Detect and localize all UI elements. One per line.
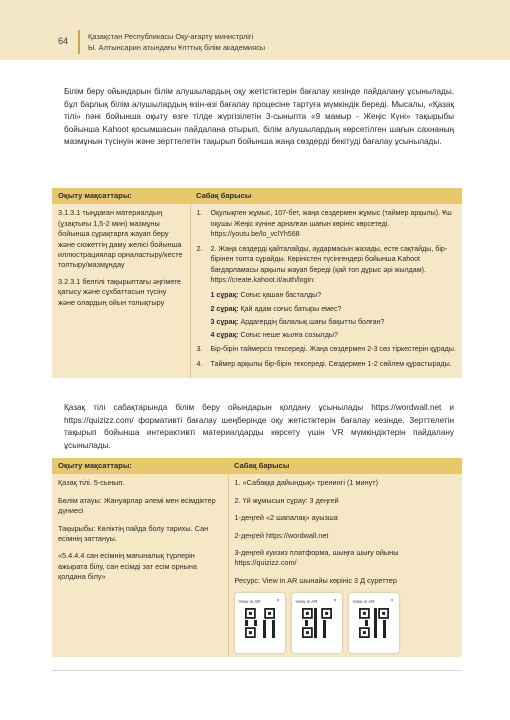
quiz-question [211, 330, 457, 340]
header-divider [78, 30, 80, 54]
close-icon: × [276, 598, 280, 605]
ar-card-label: View in AR [238, 599, 261, 605]
ar-card [349, 593, 399, 653]
table2-header-objectives: Оқыту мақсаттары: [52, 458, 228, 474]
process-item: Ресурс: View in AR шынайы көрініс 3 Д суреттер [234, 575, 397, 585]
question-label: 2 сұрақ: [210, 304, 239, 313]
step-item [197, 208, 457, 239]
lesson-info: Тақырыбы: Көліктің пайда болу тарихы. Сан есімнің заттануы. [58, 523, 209, 543]
step-text: Таймер арқылы бір-бірін тексереді. Сөздермен 1-2 сөйлем құрастырады. [210, 359, 452, 368]
qr-code-icon [245, 608, 275, 638]
question-text: Соғыс қашан басталды? [240, 291, 322, 300]
close-icon: × [333, 598, 337, 605]
table1-process-cell [190, 204, 462, 378]
ar-card-label: View in AR [352, 599, 375, 605]
lesson-table-1 [52, 188, 462, 378]
ar-cards [235, 593, 457, 653]
steps-list [197, 208, 457, 285]
lesson-table-2 [52, 458, 462, 657]
page-number: 64 [58, 36, 69, 46]
qr-code-icon [359, 608, 389, 638]
steps-list [197, 344, 457, 370]
ar-card-label: View in AR [295, 599, 318, 605]
page-header [0, 0, 510, 72]
lesson-info: «5.4.4.4 сан есімнің мағыналық түрлерін ажырата білу, сан есімді зат есім орнына қолдана білу» [58, 551, 197, 582]
step-text: 2. Жаңа сөздерді қайталайды, аудармасын жазады, есте сақтайды, бір-бірінен топта сұрайды. Көріністен түсінгендері бойынша Kahoot бағдарламасы арқылы жауап береді (қай топ дұрыс әрі жылдам). https://create.kahoot.it/auth/login: [210, 245, 448, 285]
step-number: 3. [196, 344, 203, 353]
qr-code-icon [302, 608, 332, 638]
step-number: 1. [196, 209, 203, 218]
process-item: 1-деңгей «2 шапалақ» ауызша [234, 513, 338, 523]
intro-paragraph: Білім беру ойындарын білім алушылардың оқу жетістіктерін бағалау кезінде пайдалану ұсынылады, бұл барлық білім алушылардың өзін-өзі бағалау процесіне тартуға мүмкіндік береді. Мысалы, «Қазақ тілі» пәні бойынша оқыту өзге тілде жүргізілетін 3-сыныпта «9 мамыр - Жеңіс Күні» тақырыбы бойынша Kahoot қосымшасын пайдалана отырып, білім алушылардың көрсетілген шағын сахнаның мазмұнын түсінуін және зерттелетін тақырып бойынша жаңа сөздерді бекітуді бағалау ұсынылады. [64, 87, 454, 147]
objective-item: 3.1.3.1 тыңдаған материалдың (ұзақтығы 1,5-2 мин) мазмұны бойынша сұрақтарға жауап беру және сюжеттің даму желісі бойынша иллюстрациялар орналастыру/кесте толтыру/мазмұндау [58, 208, 183, 270]
table2-process-cell [228, 474, 462, 657]
question-label: 1 сұрақ: [210, 291, 239, 300]
footer-divider [52, 670, 462, 671]
step-item [197, 344, 457, 354]
process-item: 1. «Сабаққа дайындық» тренингі (1 минут) [234, 478, 379, 488]
process-item: 2-деңгей https://wordwall.net [234, 530, 329, 540]
table2-header-process: Сабақ барысы [228, 458, 462, 474]
step-text: Оқулықпен жұмыс, 107-бет, жаңа сөздермен жұмыс (таймер арқылы). Ұш оқушы Жеңіс күніне арналған шағын көрініс көрсетеді. https://youtu.be/lo_vclYh568 [210, 209, 452, 238]
table2-objectives-cell [52, 474, 228, 657]
quiz-question [211, 317, 457, 327]
question-text: Соғыс неше жылға созылды? [240, 331, 338, 340]
step-item [197, 359, 457, 369]
ar-card [292, 593, 342, 653]
question-text: Қай адам соғыс батыры емес? [240, 304, 342, 313]
close-icon: × [390, 598, 394, 605]
table1-header-process: Сабақ барысы [190, 188, 462, 204]
question-text: Ардагердің балалық шағы бақытты болған? [240, 317, 385, 326]
question-label: 3 сұрақ: [210, 317, 239, 326]
table1-objectives-cell [52, 204, 190, 378]
step-text: Бір-бірін таймерсіз тексереді. Жаңа сөздермен 2-3 сөз тіркестерін құрады. [210, 344, 456, 353]
ar-card [235, 593, 285, 653]
objective-item: 3.2.3.1 белгілі тақырыптағы әңгімеге қатысу және сұхбаттасын түсіну және олардың ойын толықтыру [58, 276, 181, 307]
header-text [88, 31, 265, 53]
question-label: 4 сұрақ: [210, 331, 239, 340]
header-line-1: Қазақстан Республикасы Оқу-ағарту министрлігі [88, 32, 254, 41]
quiz-question [211, 304, 457, 314]
process-item: 2. Үй жұмысын сұрау: 3 деңгей [234, 495, 339, 505]
header-line-2: Ы. Алтынсарин атындағы Ұлттық білім академиясы [88, 43, 266, 52]
lesson-info: Қазақ тілі. 5-сынып. [58, 478, 125, 488]
lesson-info: Бөлім атауы: Жануарлар әлемі мен өсімдіктер дүниесі [58, 495, 216, 516]
process-item: 3-деңгей куизиз платформа, шыңға шығу ойыны https://quizizz.com/ [234, 547, 399, 568]
quiz-question [211, 290, 457, 300]
step-number: 4. [196, 359, 203, 368]
second-paragraph: Қазақ тілі сабақтарында білім беру ойындарын қолдану ұсынылады https://wordwall.net и https://quizizz.com/ формативті бағалау шеңберінде оқу жетістіктерін бағалау кезінде. Зерттелетін тақырып бойынша интерактивті материалдарды көрсету үшін VR мүмкіндіктерін пайдалану ұсынылады. [64, 403, 454, 450]
step-item [197, 244, 457, 285]
table1-header-objectives: Оқыту мақсаттары: [52, 188, 190, 204]
step-number: 2. [196, 245, 203, 254]
